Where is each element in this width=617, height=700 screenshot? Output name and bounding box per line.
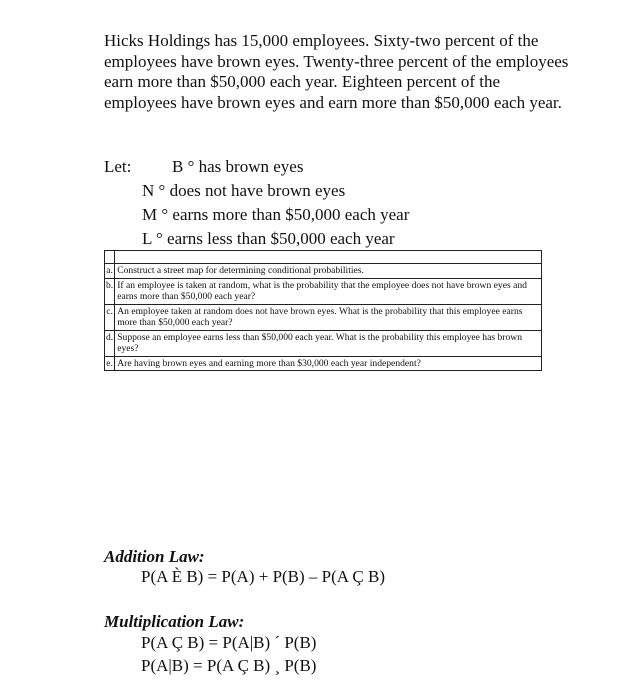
questions-table: [104, 250, 542, 371]
table-cell: [115, 251, 542, 264]
definition-l: L ° earns less than $50,000 each year: [142, 229, 395, 248]
question-row-e: [105, 356, 542, 371]
multiplication-law-title: Multiplication Law:: [104, 612, 245, 631]
question-row-a: [105, 264, 542, 279]
question-letter: e.: [106, 357, 113, 369]
definition-m: M ° earns more than $50,000 each year: [142, 205, 410, 224]
question-row-c: [105, 304, 542, 330]
question-letter: b.: [105, 278, 115, 304]
question-text: Are having brown eyes and earning more than $30,000 each year independent?: [115, 356, 542, 371]
question-text: An employee taken at random does not have brown eyes. What is the probability that this employee earns more than $50,000 each year?: [115, 304, 542, 330]
question-letter: a.: [106, 265, 113, 276]
table-cell: [105, 251, 115, 264]
question-row-b: [105, 278, 542, 304]
question-letter: c.: [105, 304, 115, 330]
definition-b: B ° has brown eyes: [172, 157, 304, 176]
problem-statement: Hicks Holdings has 15,000 employees. Sixty-two percent of the employees have brown eyes. Twenty-three percent of the employees earn more than $50,000 each year. Eighteen percent of the employees have brown eyes and earn more than $50,000 each year.: [104, 31, 569, 112]
let-label: Let:: [104, 157, 132, 176]
multiplication-law-equation-2: P(A|B) = P(A Ç B) ¸ P(B): [141, 656, 317, 675]
table-header-row: [105, 251, 542, 264]
addition-law-title: Addition Law:: [104, 547, 205, 566]
question-text: Suppose an employee earns less than $50,000 each year. What is the probability this employee has brown eyes?: [115, 330, 542, 356]
question-row-d: [105, 330, 542, 356]
question-text: If an employee is taken at random, what is the probability that the employee does not have brown eyes and earns more than $50,000 each year?: [115, 278, 542, 304]
addition-law-equation: P(A È B) = P(A) + P(B) – P(A Ç B): [141, 567, 385, 586]
multiplication-law-equation-1: P(A Ç B) = P(A|B) ´ P(B): [141, 633, 317, 652]
question-text: Construct a street map for determining conditional probabilities.: [115, 264, 542, 279]
definition-n: N ° does not have brown eyes: [142, 181, 346, 200]
question-letter: d.: [105, 330, 115, 356]
